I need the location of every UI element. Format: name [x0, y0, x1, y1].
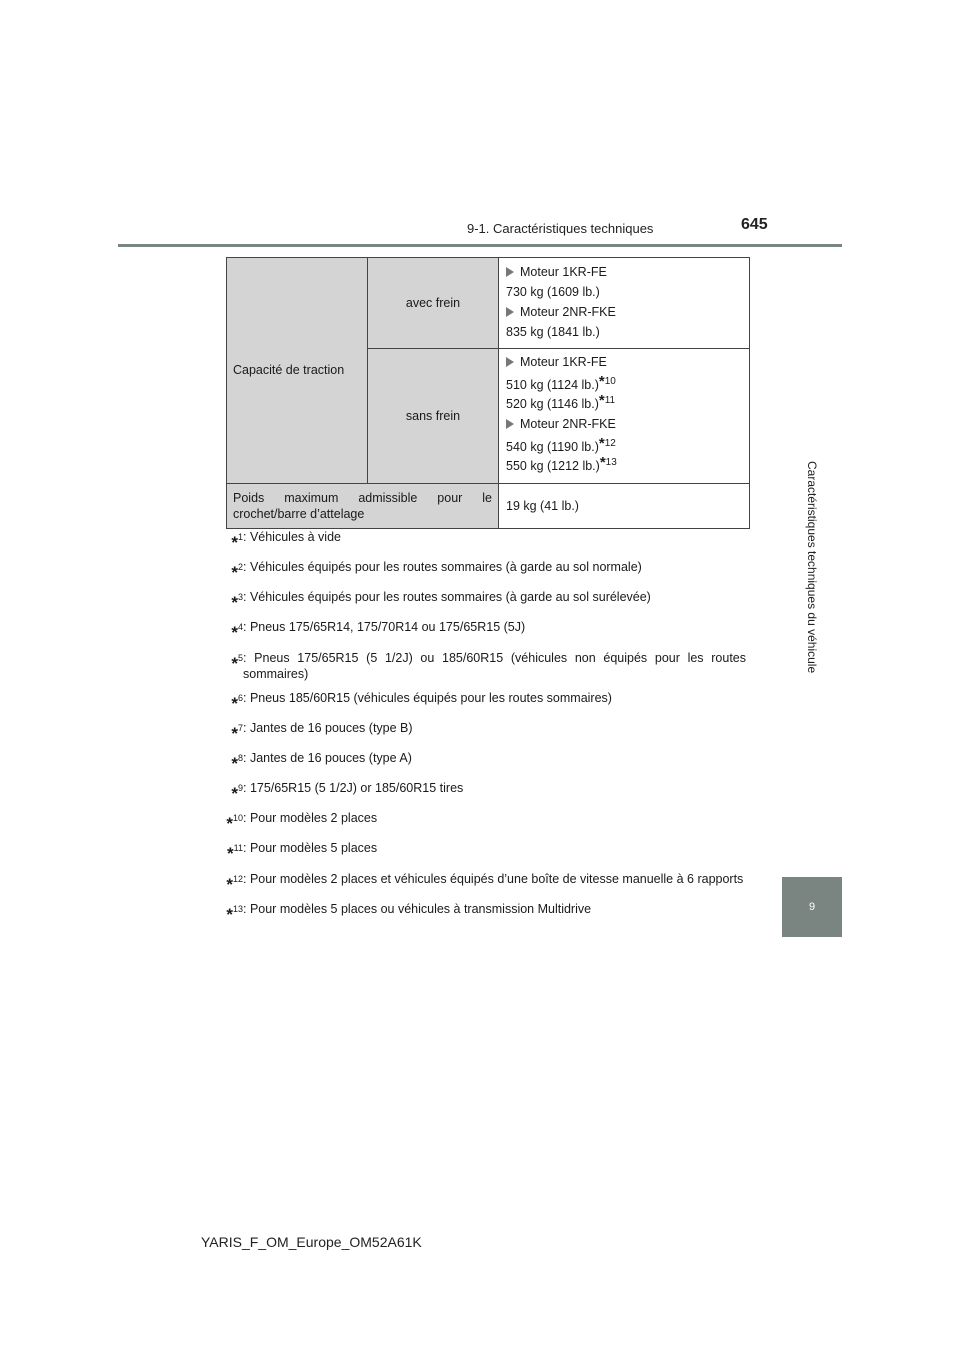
footnote-text: : Pour modèles 5 places ou véhicules à transmission Multidrive [243, 901, 592, 916]
footnote-asterisk-icon: * [598, 435, 605, 453]
footnote-asterisk-icon: * [231, 593, 238, 613]
footnote-number: 1 [237, 532, 243, 542]
without-brake-label: sans frein [368, 349, 499, 484]
footnote-item [200, 589, 746, 611]
triangle-bullet-icon [506, 357, 514, 367]
footnote-marker [200, 529, 243, 551]
weight-value [506, 436, 742, 455]
footnote-ref: 13 [605, 457, 617, 469]
footnote-number: 2 [237, 562, 243, 573]
list-item [506, 416, 742, 432]
footnote-number: 13 [232, 903, 243, 914]
footnote-asterisk-icon: * [231, 784, 238, 804]
footnote-number: 7 [237, 722, 243, 733]
weight-value [506, 393, 742, 412]
table-row [227, 483, 750, 528]
footnote-item [200, 650, 746, 682]
footnote-text: : Pour modèles 2 places et véhicules équipés d’une boîte de vitesse manuelle à 6 rapports [243, 871, 744, 886]
section-title: 9-1. Caractéristiques techniques [467, 221, 654, 236]
footnote-number: 6 [237, 692, 243, 703]
footnote-item [200, 720, 746, 742]
footnote-marker [200, 871, 243, 893]
footnote-number: 3 [237, 592, 243, 603]
footnote-asterisk-icon: * [599, 454, 606, 472]
footnote-item [200, 559, 746, 581]
footnote-marker [200, 690, 243, 712]
triangle-bullet-icon [506, 419, 514, 429]
footnote-text: : Pour modèles 2 places [243, 811, 378, 826]
hitch-weight-label: Poids maximum admissible pour le crochet/barre d’attelage [227, 483, 499, 528]
engine-label: Moteur 2NR-FKE [520, 417, 616, 432]
with-brake-values [499, 258, 750, 349]
hitch-weight-value: 19 kg (41 lb.) [499, 483, 750, 528]
footnote-ref: 12 [604, 438, 616, 450]
weight-value [506, 374, 742, 393]
footnote-item [200, 901, 746, 923]
footnote-text: : Véhicules à vide [243, 530, 341, 544]
footnote-marker [200, 810, 243, 832]
list-item [506, 304, 742, 320]
footnote-item [200, 840, 746, 862]
footnote-asterisk-icon: * [598, 373, 605, 390]
weight-text: 550 kg (1212 lb.) [506, 459, 600, 474]
footnote-marker [200, 720, 243, 742]
without-brake-values [499, 349, 750, 484]
footnote-number: 10 [232, 813, 243, 824]
footnote-text: : Pour modèles 5 places [243, 841, 378, 856]
list-item [506, 354, 742, 370]
footnotes-list [200, 529, 746, 931]
footnote-asterisk-icon: * [226, 874, 233, 894]
footnote-text: : Pneus 175/65R15 (5 1/2J) ou 185/60R15 (véhicules non équipés pour les routes sommaires) [243, 650, 746, 681]
weight-value: 730 kg (1609 lb.) [506, 284, 600, 299]
footnote-item [200, 619, 746, 641]
chapter-number: 9 [808, 901, 816, 913]
weight-text: 540 kg (1190 lb.) [506, 440, 599, 455]
footnote-number: 4 [237, 622, 243, 633]
footnote-marker [200, 589, 243, 611]
footnote-marker [200, 750, 243, 772]
footnote-marker [200, 559, 243, 581]
chapter-label-text: Caractéristiques techniques du véhicule [805, 460, 819, 674]
footnote-marker [200, 650, 243, 682]
weight-value [506, 455, 742, 474]
weight-text: 510 kg (1124 lb.) [506, 378, 599, 393]
chapter-side-label [782, 257, 842, 877]
footnote-asterisk-icon: * [227, 844, 234, 864]
footnote-asterisk-icon: * [226, 904, 233, 924]
footnote-number: 9 [237, 783, 243, 794]
footnote-asterisk-icon: * [231, 754, 238, 774]
footnote-asterisk-icon: * [598, 392, 605, 410]
header-divider [118, 244, 842, 247]
with-brake-label: avec frein [368, 258, 499, 349]
triangle-bullet-icon [506, 267, 514, 277]
footnote-asterisk-icon: * [231, 533, 238, 553]
list-item [506, 264, 742, 280]
footnote-ref: 11 [604, 395, 616, 407]
footnote-item [200, 871, 746, 893]
engine-label: Moteur 2NR-FKE [520, 304, 616, 319]
footnote-item [200, 690, 746, 712]
footnote-number: 5 [237, 652, 243, 663]
chapter-tab[interactable] [782, 877, 842, 937]
footnote-marker [200, 619, 243, 641]
footnote-text: : Véhicules équipés pour les routes sommaires (à garde au sol normale) [243, 560, 642, 575]
triangle-bullet-icon [506, 307, 514, 317]
footnote-asterisk-icon: * [226, 814, 233, 834]
footnote-ref: 10 [604, 376, 616, 387]
footnote-asterisk-icon: * [231, 563, 238, 583]
page-number: 645 [741, 216, 768, 233]
footnote-item [200, 529, 746, 551]
footnote-text: : Jantes de 16 pouces (type B) [243, 720, 413, 735]
footnote-asterisk-icon: * [231, 723, 238, 743]
footnote-asterisk-icon: * [231, 693, 238, 713]
towing-capacity-label: Capacité de traction [227, 258, 368, 484]
footnote-text: : 175/65R15 (5 1/2J) or 185/60R15 tires [243, 781, 464, 796]
footnote-number: 8 [237, 752, 243, 763]
engine-label: Moteur 1KR-FE [520, 264, 607, 279]
footnote-marker [200, 901, 243, 923]
footnote-marker [200, 780, 243, 802]
footnote-item [200, 810, 746, 832]
engine-label: Moteur 1KR-FE [520, 355, 607, 369]
footnote-asterisk-icon: * [231, 623, 238, 643]
weight-value: 835 kg (1841 lb.) [506, 324, 600, 339]
footnote-item [200, 750, 746, 772]
footnote-text: : Jantes de 16 pouces (type A) [243, 750, 412, 765]
footnote-asterisk-icon: * [231, 653, 238, 673]
footnote-number: 11 [233, 843, 243, 854]
footnote-text: : Véhicules équipés pour les routes sommaires (à garde au sol surélevée) [243, 590, 651, 605]
footnote-text: : Pneus 175/65R14, 175/70R14 ou 175/65R15 (5J) [243, 620, 526, 635]
towing-capacity-table [226, 257, 750, 529]
document-code: YARIS_F_OM_Europe_OM52A61K [201, 1234, 422, 1250]
footnote-number: 12 [232, 873, 243, 884]
table-row [227, 258, 750, 349]
footnote-text: : Pneus 185/60R15 (véhicules équipés pour les routes sommaires) [243, 690, 612, 705]
footnote-item [200, 780, 746, 802]
weight-text: 520 kg (1146 lb.) [506, 397, 599, 412]
footnote-marker [200, 840, 243, 862]
